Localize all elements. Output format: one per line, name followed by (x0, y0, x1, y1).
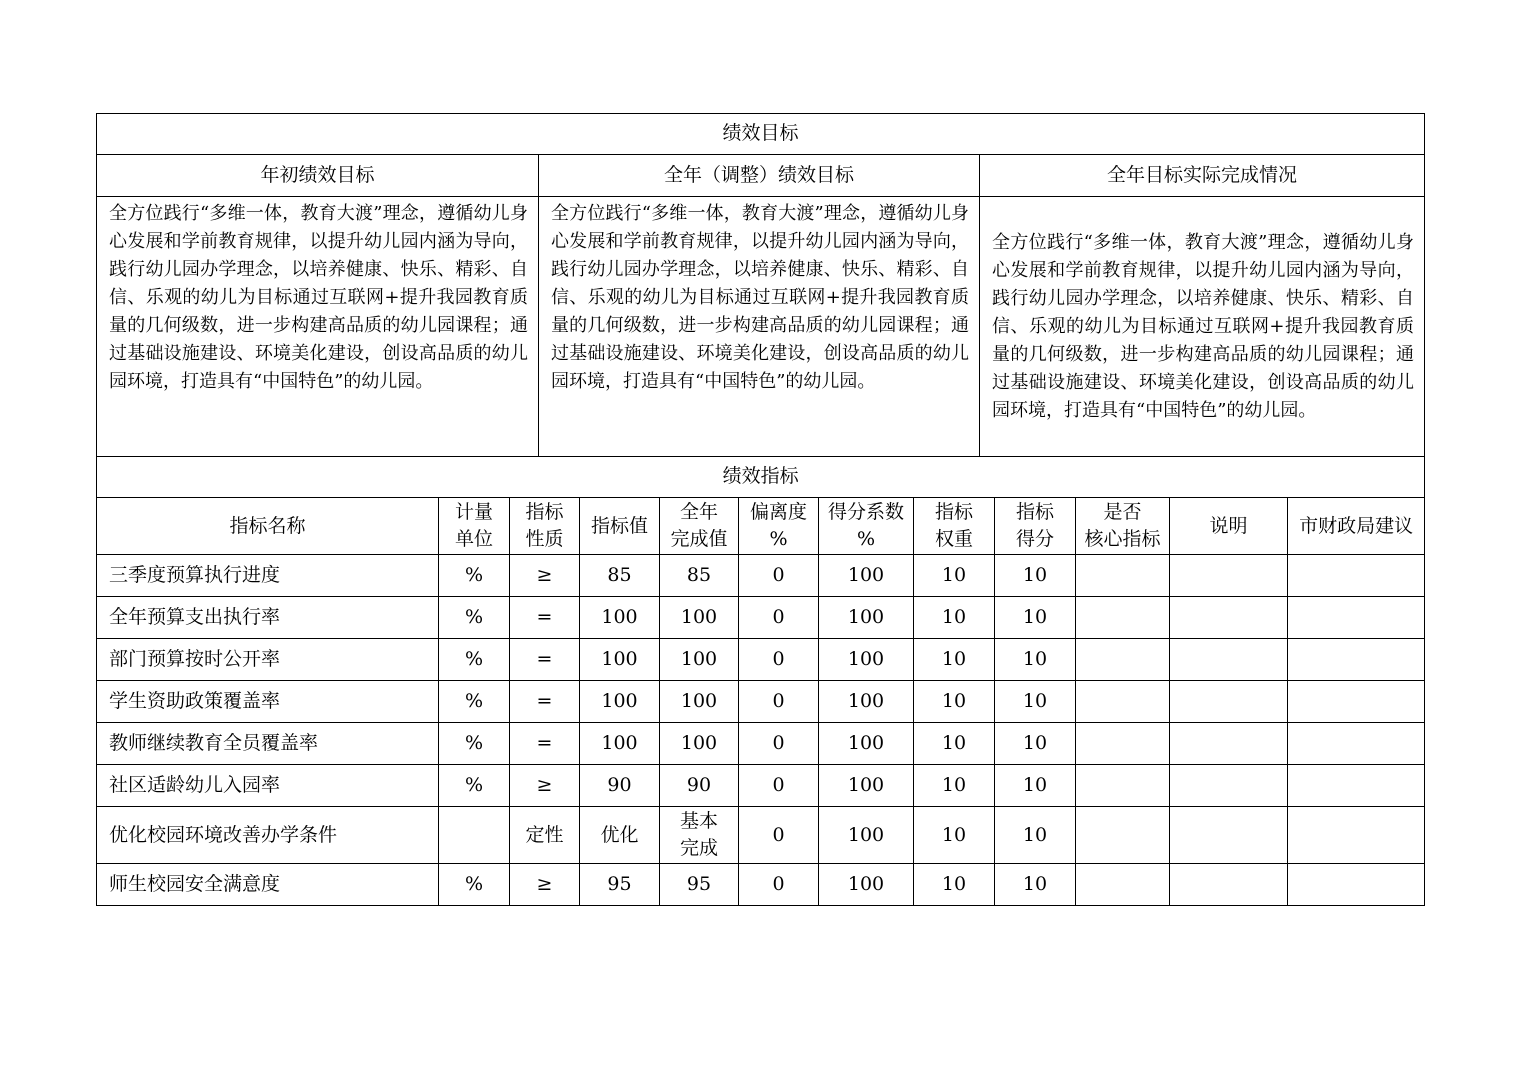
indicator-bureau (1288, 765, 1425, 807)
header-annual: 全年 完成值 (660, 498, 739, 555)
indicator-nature: ≥ (510, 555, 580, 597)
header-name: 指标名称 (97, 498, 439, 555)
header-nature: 指标 性质 (510, 498, 580, 555)
table-row (97, 681, 1425, 723)
indicator-unit: % (439, 681, 510, 723)
indicator-value: 100 (580, 723, 660, 765)
indicator-annual: 90 (660, 765, 739, 807)
adjusted-goal-header: 全年（调整）绩效目标 (539, 155, 980, 197)
indicator-core (1076, 723, 1170, 765)
indicator-annual: 100 (660, 639, 739, 681)
indicator-weight: 10 (914, 639, 995, 681)
table-row (97, 765, 1425, 807)
indicator-bureau (1288, 723, 1425, 765)
header-bureau: 市财政局建议 (1288, 498, 1425, 555)
indicator-score: 10 (995, 765, 1076, 807)
indicator-note (1170, 681, 1288, 723)
table-row (97, 555, 1425, 597)
indicator-bureau (1288, 681, 1425, 723)
table-row (97, 807, 1425, 864)
indicator-name: 三季度预算执行进度 (97, 555, 439, 597)
indicator-unit: % (439, 864, 510, 906)
initial-goal-text: 全方位践行“多维一体，教育大渡”理念，遵循幼儿身心发展和学前教育规律，以提升幼儿园内涵为导向，践行幼儿园办学理念，以培养健康、快乐、精彩、自信、乐观的幼儿为目标通过互联网+提升我园教育质量的几何级数，进一步构建高品质的幼儿园课程；通过基础设施建设、环境美化建设，创设高品质的幼儿园环境，打造具有“中国特色”的幼儿园。 (97, 197, 539, 457)
indicator-core (1076, 807, 1170, 864)
indicator-nature: = (510, 681, 580, 723)
table-row (97, 639, 1425, 681)
indicator-core (1076, 639, 1170, 681)
header-core: 是否 核心指标 (1076, 498, 1170, 555)
indicator-note (1170, 723, 1288, 765)
indicator-core (1076, 681, 1170, 723)
indicator-annual: 基本 完成 (660, 807, 739, 864)
indicator-score: 10 (995, 639, 1076, 681)
indicator-coef: 100 (819, 597, 914, 639)
indicator-value: 100 (580, 639, 660, 681)
indicator-deviation: 0 (739, 639, 819, 681)
indicator-annual: 100 (660, 723, 739, 765)
indicator-name: 学生资助政策覆盖率 (97, 681, 439, 723)
indicator-score: 10 (995, 864, 1076, 906)
indicator-nature: = (510, 723, 580, 765)
indicator-unit: % (439, 639, 510, 681)
indicator-note (1170, 864, 1288, 906)
indicator-deviation: 0 (739, 864, 819, 906)
indicator-coef: 100 (819, 765, 914, 807)
table-row (97, 597, 1425, 639)
indicator-value: 100 (580, 681, 660, 723)
indicator-unit: % (439, 597, 510, 639)
indicator-score: 10 (995, 807, 1076, 864)
indicator-core (1076, 597, 1170, 639)
indicator-unit (439, 807, 510, 864)
performance-report-sheet (96, 113, 1424, 906)
indicator-unit: % (439, 555, 510, 597)
indicator-coef: 100 (819, 555, 914, 597)
indicator-name: 优化校园环境改善办学条件 (97, 807, 439, 864)
indicator-bureau (1288, 555, 1425, 597)
indicator-note (1170, 807, 1288, 864)
indicator-deviation: 0 (739, 681, 819, 723)
indicator-weight: 10 (914, 765, 995, 807)
initial-goal-header: 年初绩效目标 (97, 155, 539, 197)
indicator-note (1170, 597, 1288, 639)
indicator-deviation: 0 (739, 597, 819, 639)
header-value: 指标值 (580, 498, 660, 555)
indicator-nature: ≥ (510, 864, 580, 906)
indicator-value: 优化 (580, 807, 660, 864)
indicator-value: 90 (580, 765, 660, 807)
indicator-name: 部门预算按时公开率 (97, 639, 439, 681)
indicator-annual: 100 (660, 681, 739, 723)
indicator-coef: 100 (819, 864, 914, 906)
indicator-note (1170, 555, 1288, 597)
indicator-bureau (1288, 639, 1425, 681)
actual-goal-header: 全年目标实际完成情况 (980, 155, 1425, 197)
indicator-weight: 10 (914, 723, 995, 765)
indicator-nature: ≥ (510, 765, 580, 807)
header-score: 指标 得分 (995, 498, 1076, 555)
performance-indicators-table (96, 456, 1425, 906)
indicator-weight: 10 (914, 864, 995, 906)
actual-goal-text: 全方位践行“多维一体，教育大渡”理念，遵循幼儿身心发展和学前教育规律，以提升幼儿园内涵为导向，践行幼儿园办学理念，以培养健康、快乐、精彩、自信、乐观的幼儿为目标通过互联网+提升我园教育质量的几何级数，进一步构建高品质的幼儿园课程；通过基础设施建设、环境美化建设，创设高品质的幼儿园环境，打造具有“中国特色”的幼儿园。 (980, 197, 1425, 457)
indicator-note (1170, 639, 1288, 681)
indicator-annual: 85 (660, 555, 739, 597)
header-coef: 得分系数 % (819, 498, 914, 555)
indicator-note (1170, 765, 1288, 807)
indicator-unit: % (439, 723, 510, 765)
indicator-value: 100 (580, 597, 660, 639)
indicator-coef: 100 (819, 681, 914, 723)
indicator-annual: 100 (660, 597, 739, 639)
indicator-score: 10 (995, 723, 1076, 765)
header-note: 说明 (1170, 498, 1288, 555)
indicator-score: 10 (995, 555, 1076, 597)
indicator-name: 全年预算支出执行率 (97, 597, 439, 639)
performance-goals-table (96, 113, 1425, 457)
indicator-coef: 100 (819, 807, 914, 864)
indicator-weight: 10 (914, 807, 995, 864)
header-unit: 计量 单位 (439, 498, 510, 555)
indicator-unit: % (439, 765, 510, 807)
indicator-nature: = (510, 639, 580, 681)
indicator-nature: 定性 (510, 807, 580, 864)
indicator-core (1076, 555, 1170, 597)
indicator-name: 社区适龄幼儿入园率 (97, 765, 439, 807)
indicators-header-row (97, 498, 1425, 555)
header-deviation: 偏离度 % (739, 498, 819, 555)
indicator-core (1076, 765, 1170, 807)
indicator-bureau (1288, 864, 1425, 906)
indicator-deviation: 0 (739, 723, 819, 765)
indicator-coef: 100 (819, 639, 914, 681)
indicator-bureau (1288, 597, 1425, 639)
indicator-deviation: 0 (739, 555, 819, 597)
indicator-core (1076, 864, 1170, 906)
indicator-bureau (1288, 807, 1425, 864)
indicator-weight: 10 (914, 555, 995, 597)
table-row (97, 864, 1425, 906)
indicator-annual: 95 (660, 864, 739, 906)
indicator-nature: = (510, 597, 580, 639)
table-row (97, 723, 1425, 765)
indicator-score: 10 (995, 681, 1076, 723)
header-weight: 指标 权重 (914, 498, 995, 555)
goals-title: 绩效目标 (97, 114, 1425, 155)
indicator-name: 教师继续教育全员覆盖率 (97, 723, 439, 765)
indicator-deviation: 0 (739, 765, 819, 807)
indicator-value: 95 (580, 864, 660, 906)
indicator-value: 85 (580, 555, 660, 597)
indicator-weight: 10 (914, 597, 995, 639)
adjusted-goal-text: 全方位践行“多维一体，教育大渡”理念，遵循幼儿身心发展和学前教育规律，以提升幼儿园内涵为导向，践行幼儿园办学理念，以培养健康、快乐、精彩、自信、乐观的幼儿为目标通过互联网+提升我园教育质量的几何级数，进一步构建高品质的幼儿园课程；通过基础设施建设、环境美化建设，创设高品质的幼儿园环境，打造具有“中国特色”的幼儿园。 (539, 197, 980, 457)
indicator-weight: 10 (914, 681, 995, 723)
indicator-coef: 100 (819, 723, 914, 765)
indicator-deviation: 0 (739, 807, 819, 864)
indicators-title: 绩效指标 (97, 457, 1425, 498)
indicator-name: 师生校园安全满意度 (97, 864, 439, 906)
indicator-score: 10 (995, 597, 1076, 639)
